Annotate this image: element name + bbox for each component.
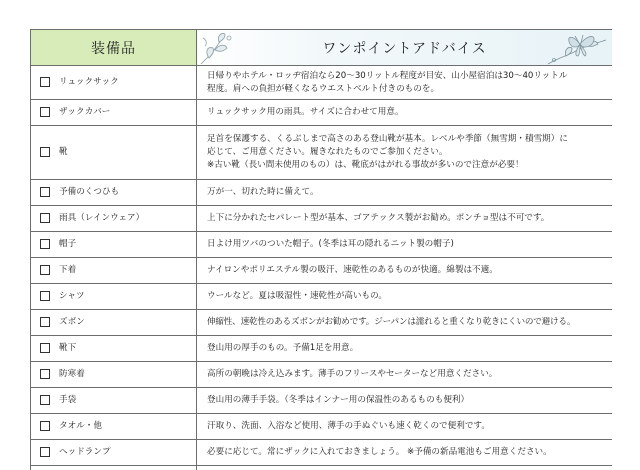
- item-label: ヘッドランプ: [59, 446, 111, 457]
- checkbox[interactable]: [40, 421, 50, 431]
- header-advice: ワンポイントアドバイス: [197, 30, 613, 66]
- checkbox[interactable]: [40, 317, 50, 327]
- advice-cell: [197, 466, 613, 470]
- table-row: [31, 180, 613, 206]
- table-row: [31, 466, 613, 470]
- checkbox[interactable]: [40, 187, 50, 197]
- checkbox[interactable]: [40, 213, 50, 223]
- table-row: [31, 362, 613, 388]
- table-row: [31, 232, 613, 258]
- checkbox[interactable]: [40, 239, 50, 249]
- advice-cell: 伸縮性、速乾性のあるズボンがお勧めです。ジーパンは濡れると重くなり乾きにくいので避ける。: [197, 310, 613, 336]
- header-item: 装備品: [31, 30, 197, 66]
- advice-cell: 足首を保護する、くるぶしまで高さのある登山靴が基本。レベルや季節（無雪期・積雪期）に 応じて、ご用意ください。履きなれたものでご参加ください。 ※古い靴（長い間未使用のもの）は、靴底がはがれる事故が多いので注意が必要！: [197, 126, 613, 180]
- table-row: [31, 284, 613, 310]
- item-label: 手袋: [59, 394, 77, 405]
- advice-cell: ウールなど。夏は吸湿性・速乾性が高いもの。: [197, 284, 613, 310]
- checkbox[interactable]: [40, 395, 50, 405]
- advice-cell: 日帰りやホテル・ロッヂ宿泊なら20～30リットル程度が目安、山小屋宿泊は30～40リットル 程度。肩への負担が軽くなるウエストベルト付きのものを。: [197, 66, 613, 100]
- advice-cell: 万が一、切れた時に備えて。: [197, 180, 613, 206]
- item-label: 予備のくつひも: [59, 186, 120, 197]
- table-row: [31, 440, 613, 466]
- table-row: [31, 336, 613, 362]
- item-label: ザックカバー: [59, 106, 111, 117]
- item-label: 雨具（レインウェア）: [59, 212, 145, 223]
- butterfly-ornament-icon: [544, 30, 608, 66]
- item-label: リュックサック: [59, 76, 119, 87]
- checkbox[interactable]: [40, 107, 50, 117]
- item-label: 防寒着: [59, 368, 85, 379]
- advice-cell: リュックサック用の雨具。サイズに合わせて用意。: [197, 100, 613, 126]
- advice-cell: 必要に応じて。常にザックに入れておきましょう。 ※予備の新品電池もご用意ください。: [197, 440, 613, 466]
- equipment-table: [30, 29, 612, 470]
- item-label: 帽子: [59, 238, 77, 249]
- advice-cell: ナイロンやポリエステル製の吸汗、速乾性のあるものが快適。綿製は不適。: [197, 258, 613, 284]
- item-label: 下着: [59, 264, 77, 275]
- checkbox[interactable]: [40, 77, 50, 87]
- item-label: 靴: [59, 146, 68, 157]
- checkbox[interactable]: [40, 291, 50, 301]
- advice-cell: 登山用の厚手のもの。予備1足を用意。: [197, 336, 613, 362]
- table-row: [31, 388, 613, 414]
- table-row: [31, 258, 613, 284]
- equipment-checklist: [30, 29, 612, 470]
- table-row: [31, 100, 613, 126]
- checkbox[interactable]: [40, 265, 50, 275]
- checkbox[interactable]: [40, 447, 50, 457]
- table-row: [31, 66, 613, 100]
- checkbox[interactable]: [40, 147, 50, 157]
- item-label: シャツ: [59, 290, 85, 301]
- table-row: [31, 206, 613, 232]
- table-row: [31, 310, 613, 336]
- table-row: [31, 414, 613, 440]
- floral-ornament-left-icon: [199, 30, 239, 66]
- item-label: ズボン: [59, 316, 85, 327]
- table-row: [31, 126, 613, 180]
- advice-cell: 登山用の薄手手袋。（冬季はインナー用の保温性のあるものも便利）: [197, 388, 613, 414]
- checkbox[interactable]: [40, 343, 50, 353]
- advice-cell: 汗取り、洗面、入浴など使用、薄手の手ぬぐいも速く乾くので便利です。: [197, 414, 613, 440]
- advice-cell: 日よけ用ツバのついた帽子。(冬季は耳の隠れるニット製の帽子): [197, 232, 613, 258]
- checkbox[interactable]: [40, 369, 50, 379]
- advice-cell: 高所の朝晩は冷え込みます。薄手のフリースやセーターなど用意ください。: [197, 362, 613, 388]
- item-label: タオル・他: [59, 420, 102, 431]
- item-label: 靴下: [59, 342, 77, 353]
- advice-cell: 上下に分かれたセパレート型が基本、ゴアテックス製がお勧め。ポンチョ型は不可です。: [197, 206, 613, 232]
